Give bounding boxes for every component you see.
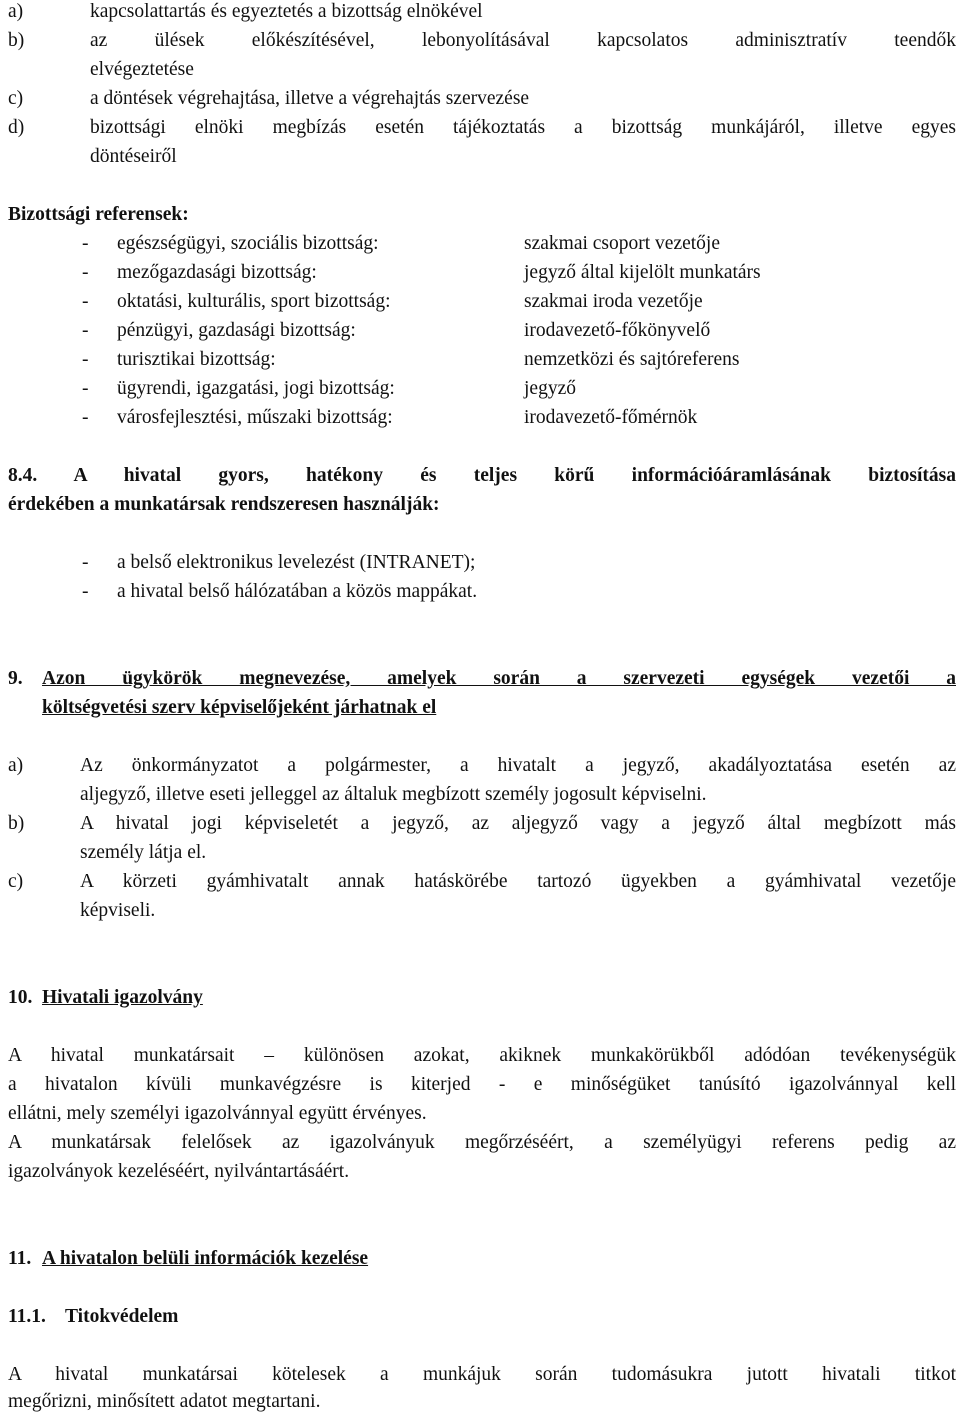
section-heading: Bizottsági referensek: [8,204,189,225]
dash: - [82,378,89,399]
list-item-text: képviseli. [80,900,156,921]
committee-label: ügyrendi, igazgatási, jogi bizottság: [117,378,395,399]
section-title: A hivatalon belüli információk kezelése [42,1248,369,1269]
list-letter: a) [8,1,24,22]
bullet-text: a belső elektronikus levelezést (INTRANET); [117,552,476,573]
list-item-text: bizottsági elnöki megbízás esetén tájékoztatás a bizottság munkájáról, illetve egyes [90,117,956,138]
committee-referent: szakmai iroda vezetője [524,291,703,312]
list-letter: a) [8,755,24,776]
dash: - [82,291,89,312]
committee-label: oktatási, kulturális, sport bizottság: [117,291,391,312]
list-item-text: döntéseiről [90,146,177,167]
paragraph-line: a hivatalon kívüli munkavégzésre is kiterjed - e minőségüket tanúsító igazolvánnyal kell [8,1074,956,1095]
paragraph-line: A hivatal munkatársait – különösen azokat, akiknek munkakörükből adódóan tevékenységük [8,1045,956,1066]
dash: - [82,320,89,341]
paragraph-line: A munkatársak felelősek az igazolványuk megőrzéséért, a személyügyi referens pedig az [8,1132,956,1153]
dash: - [82,349,89,370]
committee-referent: irodavezető-főmérnök [524,407,698,428]
section-heading-line: 8.4. A hivatal gyors, hatékony és teljes körű információáramlásának biztosítása [8,465,956,486]
dash: - [82,407,89,428]
list-item-text: Az önkormányzatot a polgármester, a hivatalt a jegyző, akadályoztatása esetén az [80,755,956,776]
committee-referent: jegyző által kijelölt munkatárs [524,262,761,283]
dash: - [82,552,89,573]
committee-referent: irodavezető-főkönyvelő [524,320,711,341]
committee-label: egészségügyi, szociális bizottság: [117,233,379,254]
list-letter: c) [8,88,24,109]
section-heading-line: érdekében a munkatársak rendszeresen használják: [8,494,440,515]
list-item-text: aljegyző, illetve eseti jelleggel az általuk megbízott személy jogosult képviselni. [80,784,707,805]
paragraph-line: A hivatal munkatársai kötelesek a munkájuk során tudomásukra jutott hivatali titkot [8,1364,956,1385]
committee-label: városfejlesztési, műszaki bizottság: [117,407,393,428]
bullet-text: a hivatal belső hálózatában a közös mappákat. [117,581,478,602]
section-number: 9. [8,668,23,689]
section-title: Azon ügykörök megnevezése, amelyek során a szervezeti egységek vezetői a [42,668,956,689]
section-title: Hivatali igazolvány [42,987,203,1008]
list-item-text: elvégeztetése [90,59,194,80]
committee-label: turisztikai bizottság: [117,349,276,370]
list-item-text: kapcsolattartás és egyeztetés a bizottság elnökével [90,1,483,22]
list-letter: c) [8,871,24,892]
list-item-text: A hivatal jogi képviseletét a jegyző, az aljegyző vagy a jegyző által megbízott más [80,813,956,834]
committee-referent: nemzetközi és sajtóreferens [524,349,740,370]
dash: - [82,233,89,254]
committee-label: pénzügyi, gazdasági bizottság: [117,320,356,341]
list-letter: d) [8,117,25,138]
paragraph-line: ellátni, mely személyi igazolvánnyal együtt érvényes. [8,1103,427,1124]
list-item-text: A körzeti gyámhivatalt annak hatáskörébe tartozó ügyekben a gyámhivatal vezetője [80,871,956,892]
paragraph-line: igazolványok kezeléséért, nyilvántartásáért. [8,1161,350,1182]
committee-label: mezőgazdasági bizottság: [117,262,317,283]
subsection-title: Titokvédelem [65,1306,179,1327]
section-title: költségvetési szerv képviselőjeként járhatnak el [42,697,437,718]
list-item-text: a döntések végrehajtása, illetve a végrehajtás szervezése [90,88,530,109]
section-number: 10. [8,987,33,1008]
list-letter: b) [8,30,25,51]
list-letter: b) [8,813,25,834]
dash: - [82,262,89,283]
committee-referent: szakmai csoport vezetője [524,233,720,254]
list-item-text: az ülések előkészítésével, lebonyolításával kapcsolatos adminisztratív teendők [90,30,956,51]
paragraph-line: megőrizni, minősített adatot megtartani. [8,1391,321,1412]
dash: - [82,581,89,602]
subsection-number: 11.1. [8,1306,46,1327]
committee-referent: jegyző [524,378,576,399]
section-number: 11. [8,1248,32,1269]
list-item-text: személy látja el. [80,842,207,863]
